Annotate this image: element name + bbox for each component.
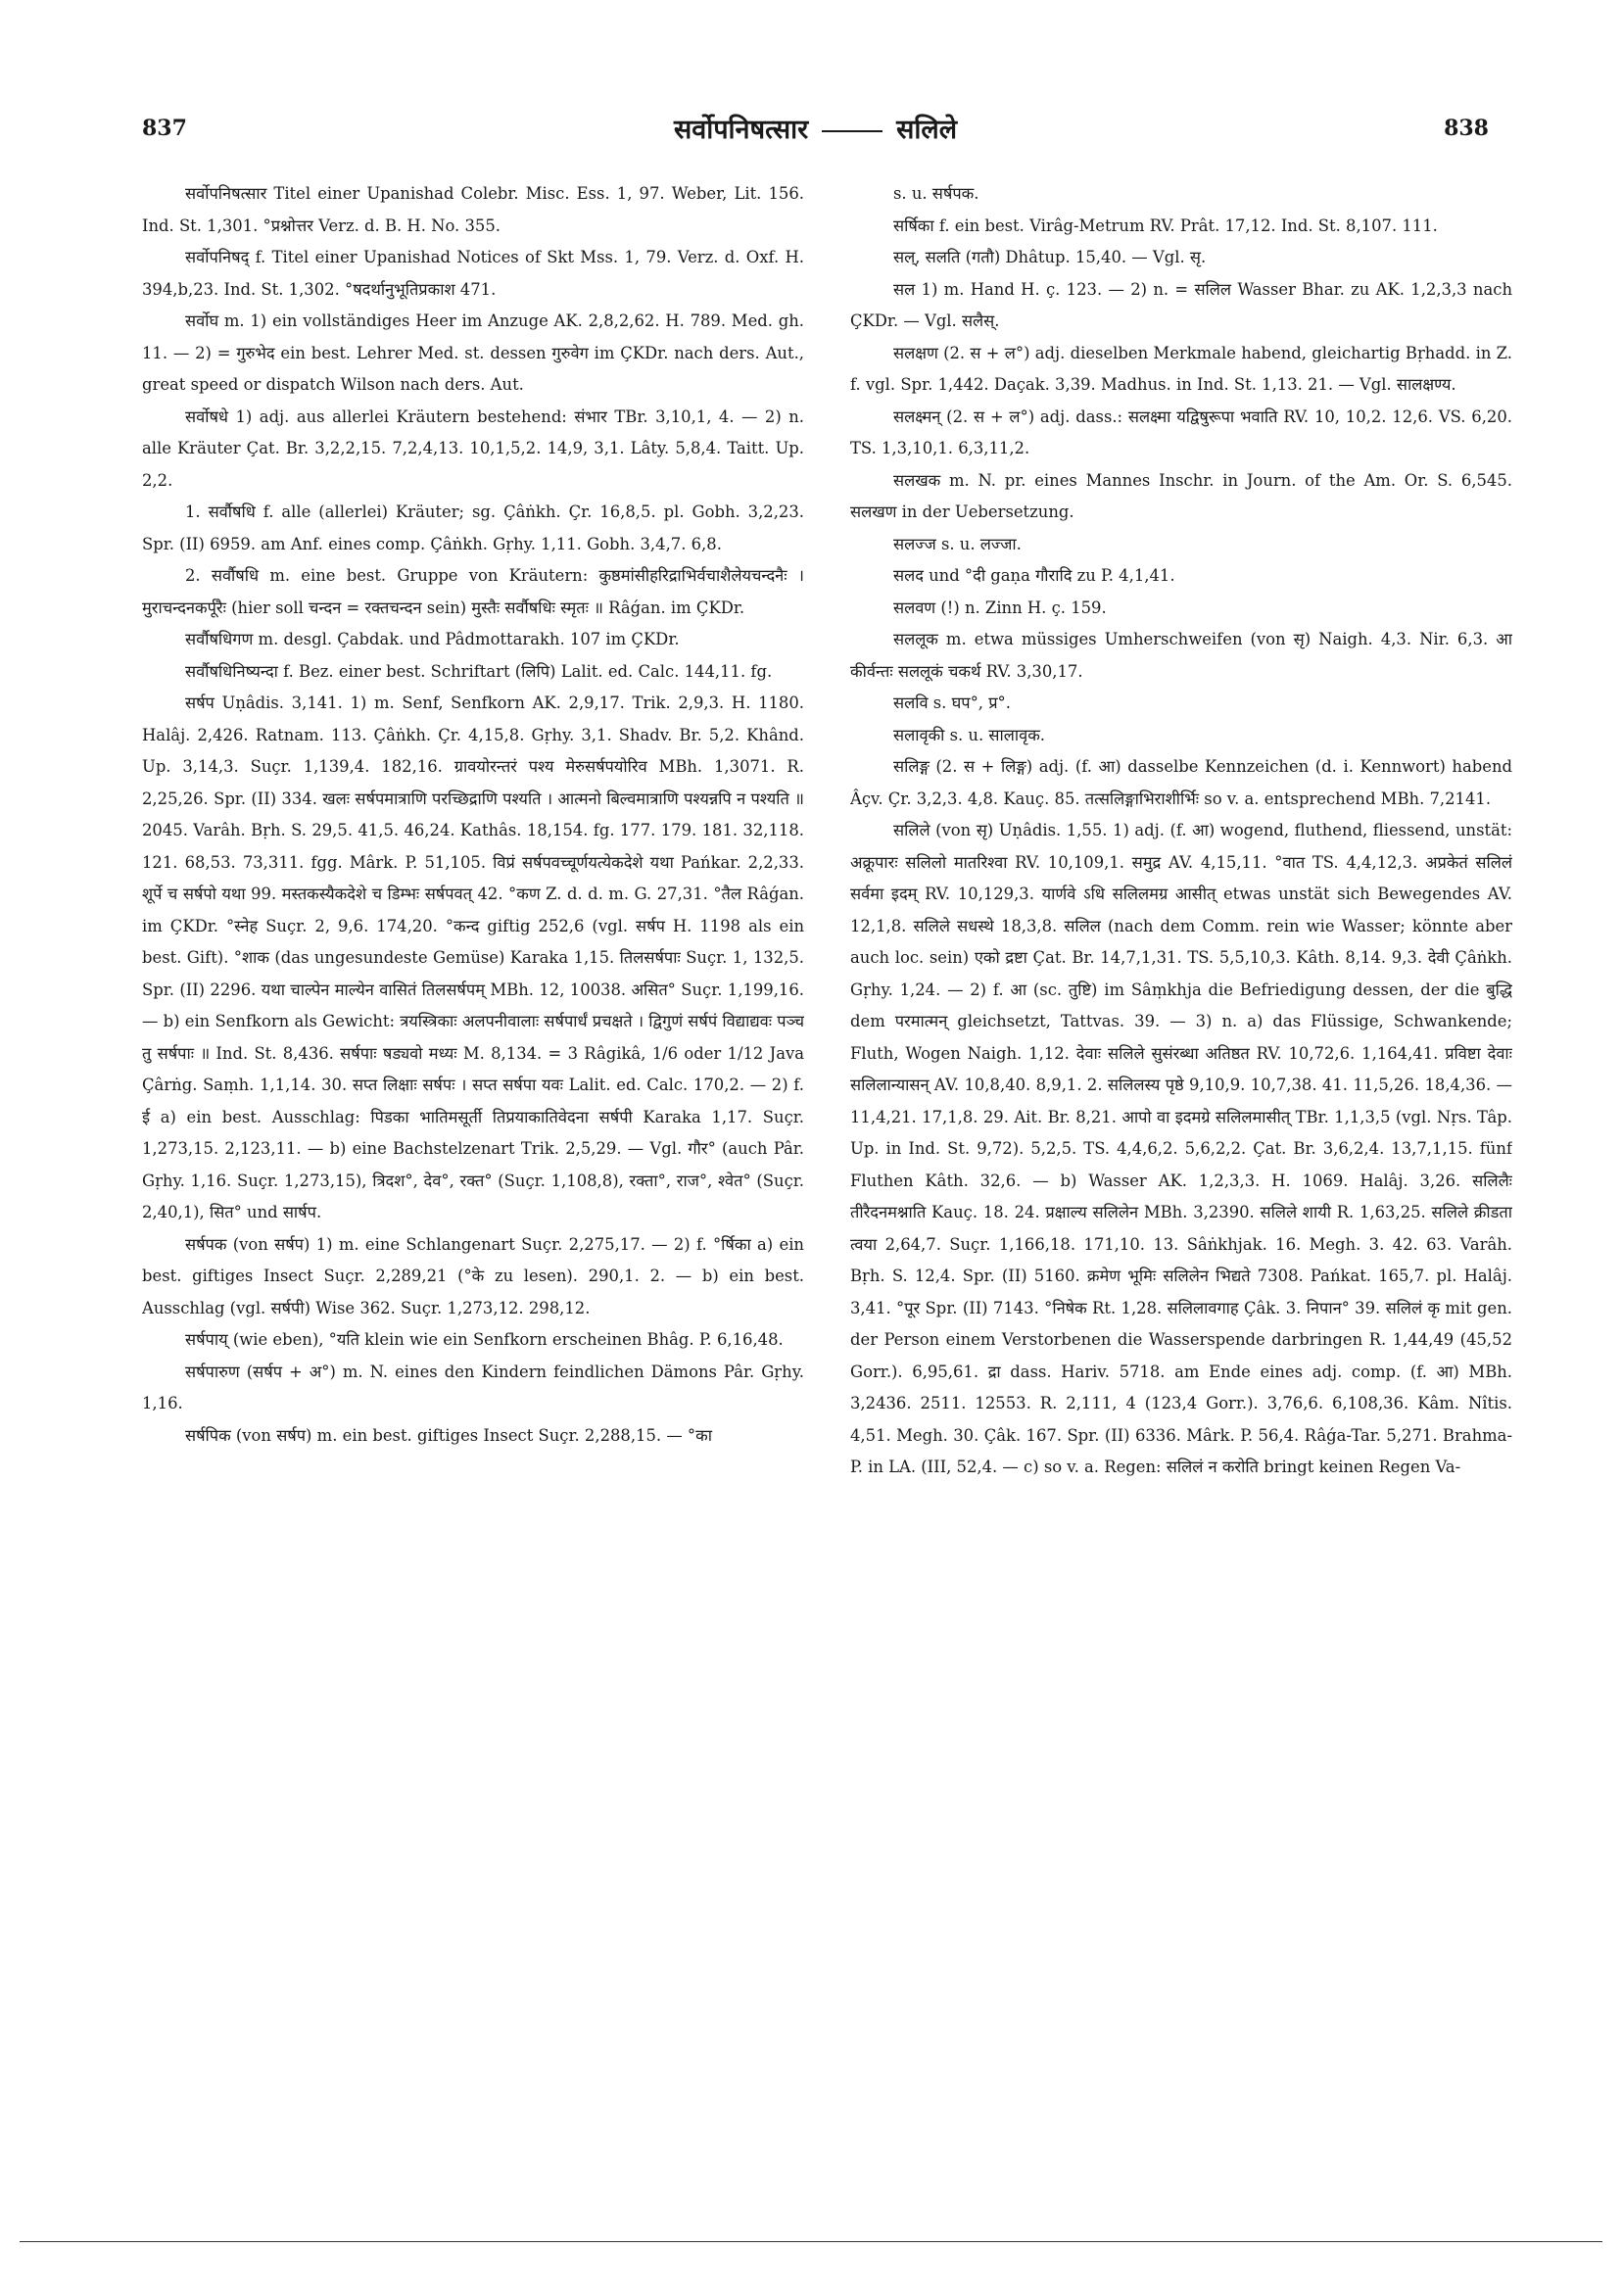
dictionary-entry: सर्वोपनिषद् f. Titel einer Upanishad Notices of Skt Mss. 1, 79. Verz. d. Oxf. H. 394,b,23. Ind. St. 1,302. °षदर्थानुभूतिप्रकाश 471. — [142, 248, 804, 299]
dictionary-entry: s. u. सर्षपक. — [893, 184, 979, 203]
dictionary-entry: 1. सर्वौषधि f. alle (allerlei) Kräuter; sg. Çâṅkh. Çr. 16,8,5. pl. Gobh. 3,2,23. Spr. (II) 6959. am Anf. eines comp. Çâṅkh. Gṛhy. 1,11. Gobh. 3,4,7. 6,8. — [142, 502, 804, 553]
dictionary-entry: सर्षप Uṇâdis. 3,141. 1) m. Senf, Senfkorn AK. 2,9,17. Trik. 2,9,3. H. 1180. Halâj. 2,426. Ratnam. 113. Çâṅkh. Çr. 4,15,8. Gṛhy. 3,1. Shadv. Br. 5,2. Khând. Up. 3,14,3. Suçr. 1,139,4. 182,16. ग्रावयोरन्तरं पश्य मेरुसर्षपयोरिव MBh. 1,3071. R. 2,25,26. Spr. (II) 334. खलः सर्षपमात्राणि परच्छिद्राणि पश्यति । आत्मनो बिल्वमात्राणि पश्यन्नपि न पश्यति ॥ 2045. Varâh. Bṛh. S. 29,5. 41,5. 46,24. Kathâs. 18,154. fg. 177. 179. 181. 32,118. 121. 68,53. 73,311. fgg. Mârk. P. 51,105. विप्रं सर्षपवच्चूर्णयत्येकदेशे यथा Pańkar. 2,2,33. शूर्पे च सर्षपो यथा 99. मस्तकस्यैकदेशे च डिम्भः सर्षपवत् 42. °कण Z. d. d. m. G. 27,31. °तैल Râǵan. im ÇKDr. °स्नेह Suçr. 2, 9,6. 174,20. °कन्द giftig 252,6 (vgl. सर्षप H. 1198 als ein best. Gift). °शाक (das ungesundeste Gemüse) Karaka 1,15. तिलसर्षपाः Suçr. 1, 132,5. Spr. (II) 2296. यथा चाल्पेन माल्येन वासितं तिलसर्षपम् MBh. 12, 10038. असित° Suçr. 1,199,16. — b) ein Senfkorn als Gewicht: त्रयस्त्रिकाः अलपनीवालाः सर्षपार्धं प्रचक्षते । द्विगुणं सर्षपं विद्याद्यवः पञ्च तु सर्षपाः ॥ Ind. St. 8,436. सर्षपाः षड्यवो मध्यः M. 8,134. = 3 Râgikâ, 1/6 oder 1/12 Java Çârṅg. Saṃh. 1,1,14. 30. सप्त लिक्षाः सर्षपः । सप्त सर्षपा यवः Lalit. ed. Calc. 170,2. — 2) f. ई a) ein best. Ausschlag: पिडका भातिमसूर्ती तिप्रयाकातिवेदना सर्षपी Karaka 1,17. Suçr. 1,273,15. 2,123,11. — b) eine Bachstelzenart Trik. 2,5,29. — Vgl. गौर° (auch Pâr. Gṛhy. 1,16. Suçr. 1,273,15), त्रिदश°, देव°, रक्त° (Suçr. 1,108,8), रक्ता°, राज°, श्वेत° (Suçr. 2,40,1), सित° und सार्षप. — [142, 694, 804, 1221]
running-head-dash — [822, 130, 883, 132]
dictionary-entry: 2. सर्वौषधि m. eine best. Gruppe von Kräutern: कुष्ठमांसीहरिद्राभिर्वचाशैलेयचन्दनैः । मुराचन्दनकर्पूरैः (hier soll चन्दन = रक्तचन्दन sein) मुस्तैः सर्वौषधिः स्मृतः ॥ Râǵan. im ÇKDr. — [142, 566, 804, 617]
dictionary-entry: सलावृकी s. u. सालावृक. — [893, 725, 1045, 744]
dictionary-entry: सलवण (!) n. Zinn H. ç. 159. — [893, 598, 1107, 617]
running-head — [142, 110, 1489, 146]
dictionary-entry: सल 1) m. Hand H. ç. 123. — 2) n. = सलिल Wasser Bhar. zu AK. 1,2,3,3 nach ÇKDr. — Vgl. सलैस्. — [850, 279, 1512, 330]
headword-left: सर्वोपनिषत्सार — [673, 115, 809, 145]
dictionary-entry: सर्वोपनिषत्सार Titel einer Upanishad Colebr. Misc. Ess. 1, 97. Weber, Lit. 156. Ind. St. 1,301. °प्रश्नोत्तर Verz. d. B. H. No. 355. — [142, 184, 804, 235]
dictionary-entry: सर्वौषधिगण m. desgl. Çabdak. und Pâdmottarakh. 107 im ÇKDr. — [185, 630, 680, 648]
page-number-left: 837 — [142, 116, 187, 141]
dictionary-entry: सलवि s. घप°, प्र°. — [893, 694, 1011, 712]
dictionary-entry: सलक्ष्मन् (2. स + ल°) adj. dass.: सलक्ष्मा यद्विषुरूपा भवाति RV. 10, 10,2. 12,6. VS. 6,20. TS. 1,3,10,1. 6,3,11,2. — [850, 407, 1512, 457]
dictionary-entry: सर्षपक (von सर्षप) 1) m. eine Schlangenart Suçr. 2,275,17. — 2) f. °र्षिका a) ein best. giftiges Insect Suçr. 2,289,21 (°के zu lesen). 290,1. 2. — b) ein best. Ausschlag (vgl. सर्षपी) Wise 362. Suçr. 1,273,12. 298,12. — [142, 1234, 804, 1317]
dictionary-entry: सलखक m. N. pr. eines Mannes Inschr. in Journ. of the Am. Or. S. 6,545. सलखण in der Uebersetzung. — [850, 470, 1512, 521]
dictionary-entry: सर्वौषधिनिष्यन्दा f. Bez. einer best. Schriftart (लिपि) Lalit. ed. Calc. 144,11. fg. — [185, 661, 773, 681]
dictionary-entry: सलद und °दी gaṇa गौरादि zu P. 4,1,41. — [893, 566, 1175, 585]
dictionary-entry: सल्, सलति (गतौ) Dhâtup. 15,40. — Vgl. सृ. — [893, 248, 1207, 266]
left-column — [142, 178, 804, 2020]
dictionary-entry: सर्षपाय् (wie eben), °यति klein wie ein Senfkorn erscheinen Bhâg. P. 6,16,48. — [185, 1330, 784, 1349]
dictionary-entry: सर्वोषधे 1) adj. aus allerlei Kräutern bestehend: संभार TBr. 3,10,1, 4. — 2) n. alle Kräuter Çat. Br. 3,2,2,15. 7,2,4,13. 10,1,5,2. 14,9, 3,1. Lâty. 5,8,4. Taitt. Up. 2,2. — [142, 407, 804, 490]
dictionary-entry: सर्षपिक (von सर्षप) m. ein best. giftiges Insect Suçr. 2,288,15. — °का — [185, 1425, 712, 1445]
footer-rule — [20, 2241, 1602, 2242]
dictionary-entry: सलज्ज s. u. लज्जा. — [893, 534, 1022, 553]
dictionary-entry: सर्षपारुण (सर्षप + अ°) m. N. eines den Kindern feindlichen Dämons Pâr. Gṛhy. 1,16. — [142, 1362, 804, 1412]
dictionary-entry: सर्षिका f. ein best. Virâg-Metrum RV. Prât. 17,12. Ind. St. 8,107. 111. — [893, 215, 1438, 235]
right-column — [850, 178, 1512, 2020]
dictionary-entry: सलिङ्ग (2. स + लिङ्ग) adj. (f. आ) dasselbe Kennzeichen (d. i. Kennwort) habend Âçv. Çr. 3,2,3. 4,8. Kauç. 85. तत्सलिङ्गाभिराशीर्भिः so v. a. entsprechend MBh. 7,2141. — [850, 757, 1512, 808]
dictionary-entry: सर्वोघ m. 1) ein vollständiges Heer im Anzuge AK. 2,8,2,62. H. 789. Med. gh. 11. — 2) = गुरुभेद ein best. Lehrer Med. st. dessen गुरुवेग im ÇKDr. nach ders. Aut., great speed or dispatch Wilson nach ders. Aut. — [142, 311, 804, 394]
headword-right: सलिले — [896, 115, 958, 145]
dictionary-entry: सलक्षण (2. स + ल°) adj. dieselben Merkmale habend, gleichartig Bṛhadd. in Z. f. vgl. Spr. 1,442. Daçak. 3,39. Madhus. in Ind. St. 1,13. 21. — Vgl. सालक्षण्य. — [850, 343, 1512, 394]
dictionary-entry: सललूक m. etwa müssiges Umherschweifen (von सृ) Naigh. 4,3. Nir. 6,3. आ कीर्वन्तः सललूकं चकर्थ RV. 3,30,17. — [850, 630, 1512, 681]
page-header — [142, 110, 1489, 153]
dictionary-entry: सलिले (von सृ) Uṇâdis. 1,55. 1) adj. (f. आ) wogend, fluthend, fliessend, unstät: अक्रूपारः सलिलो मातरिश्वा RV. 10,109,1. समुद्र AV. 4,15,11. °वात TS. 4,4,12,3. अप्रकेतं सलिलं सर्वमा इदम् RV. 10,129,3. यार्णवे ऽधि सलिलमग्र आसीत् etwas unstät sich Bewegendes AV. 12,1,8. सलिले सधस्थे 18,3,8. सलिल (nach dem Comm. rein wie Wasser; könnte aber auch loc. sein) एको द्रष्टा Çat. Br. 14,7,1,31. TS. 5,5,10,3. Kâth. 8,14. 9,3. देवी Çâṅkh. Gṛhy. 1,24. — 2) f. आ (sc. तुष्टि) im Sâṃkhja die Befriedigung dessen, der die बुद्धि dem परमात्मन् gleichsetzt, Tattvas. 39. — 3) n. a) das Flüssige, Schwankende; Fluth, Wogen Naigh. 1,12. देवाः सलिले सुसंरब्धा अतिष्ठत RV. 10,72,6. 1,164,41. प्रविष्टा देवाः सलिलान्यासन् AV. 10,8,40. 8,9,1. 2. सलिलस्य पृष्ठे 9,10,9. 10,7,38. 41. 11,5,26. 18,4,36. — 11,4,21. 17,1,8. 29. Ait. Br. 8,21. आपो वा इदमग्रे सलिलमासीत् TBr. 1,1,3,5 (vgl. Nṛs. Tâp. Up. in Ind. St. 9,72). 5,2,5. TS. 4,4,6,2. 5,6,2,2. Çat. Br. 3,6,2,4. 13,7,1,15. fünf Fluthen Kâth. 32,6. — b) Wasser AK. 1,2,3,3. H. 1069. Halâj. 3,26. सलिलैः तीरैदनमश्नाति Kauç. 18. 24. प्रक्षाल्य सलिलेन MBh. 3,2390. सलिले शायी R. 1,63,25. सलिले क्रीडता त्वया 2,64,7. Suçr. 1,166,18. 171,10. 13. Sâṅkhjak. 16. Megh. 3. 42. 63. Varâh. Bṛh. S. 12,4. Spr. (II) 5160. क्रमेण भूमिः सलिलेन भिद्यते 7308. Pańkat. 165,7. pl. Halâj. 3,41. °पूर Spr. (II) 7143. °निषेक Rt. 1,28. सलिलावगाह Çâk. 3. निपान° 39. सलिलं कृ mit gen. der Person einem Verstorbenen die Wasserspende darbringen R. 1,44,49 (45,52 Gorr.). 6,95,61. द्रा dass. Hariv. 5718. am Ende eines adj. comp. (f. आ) MBh. 3,2436. 2511. 12553. R. 2,111, 4 (123,4 Gorr.). 3,76,6. 6,108,36. Kâm. Nîtis. 4,51. Megh. 30. Çâk. 167. Spr. (II) 6336. Mârk. P. 56,4. Râǵa-Tar. 5,271. Brahma-P. in LA. (III, 52,4. — c) so v. a. Regen: सलिलं न करोति bringt keinen Regen Va- — [850, 821, 1512, 1476]
page-number-right: 838 — [1444, 116, 1489, 141]
